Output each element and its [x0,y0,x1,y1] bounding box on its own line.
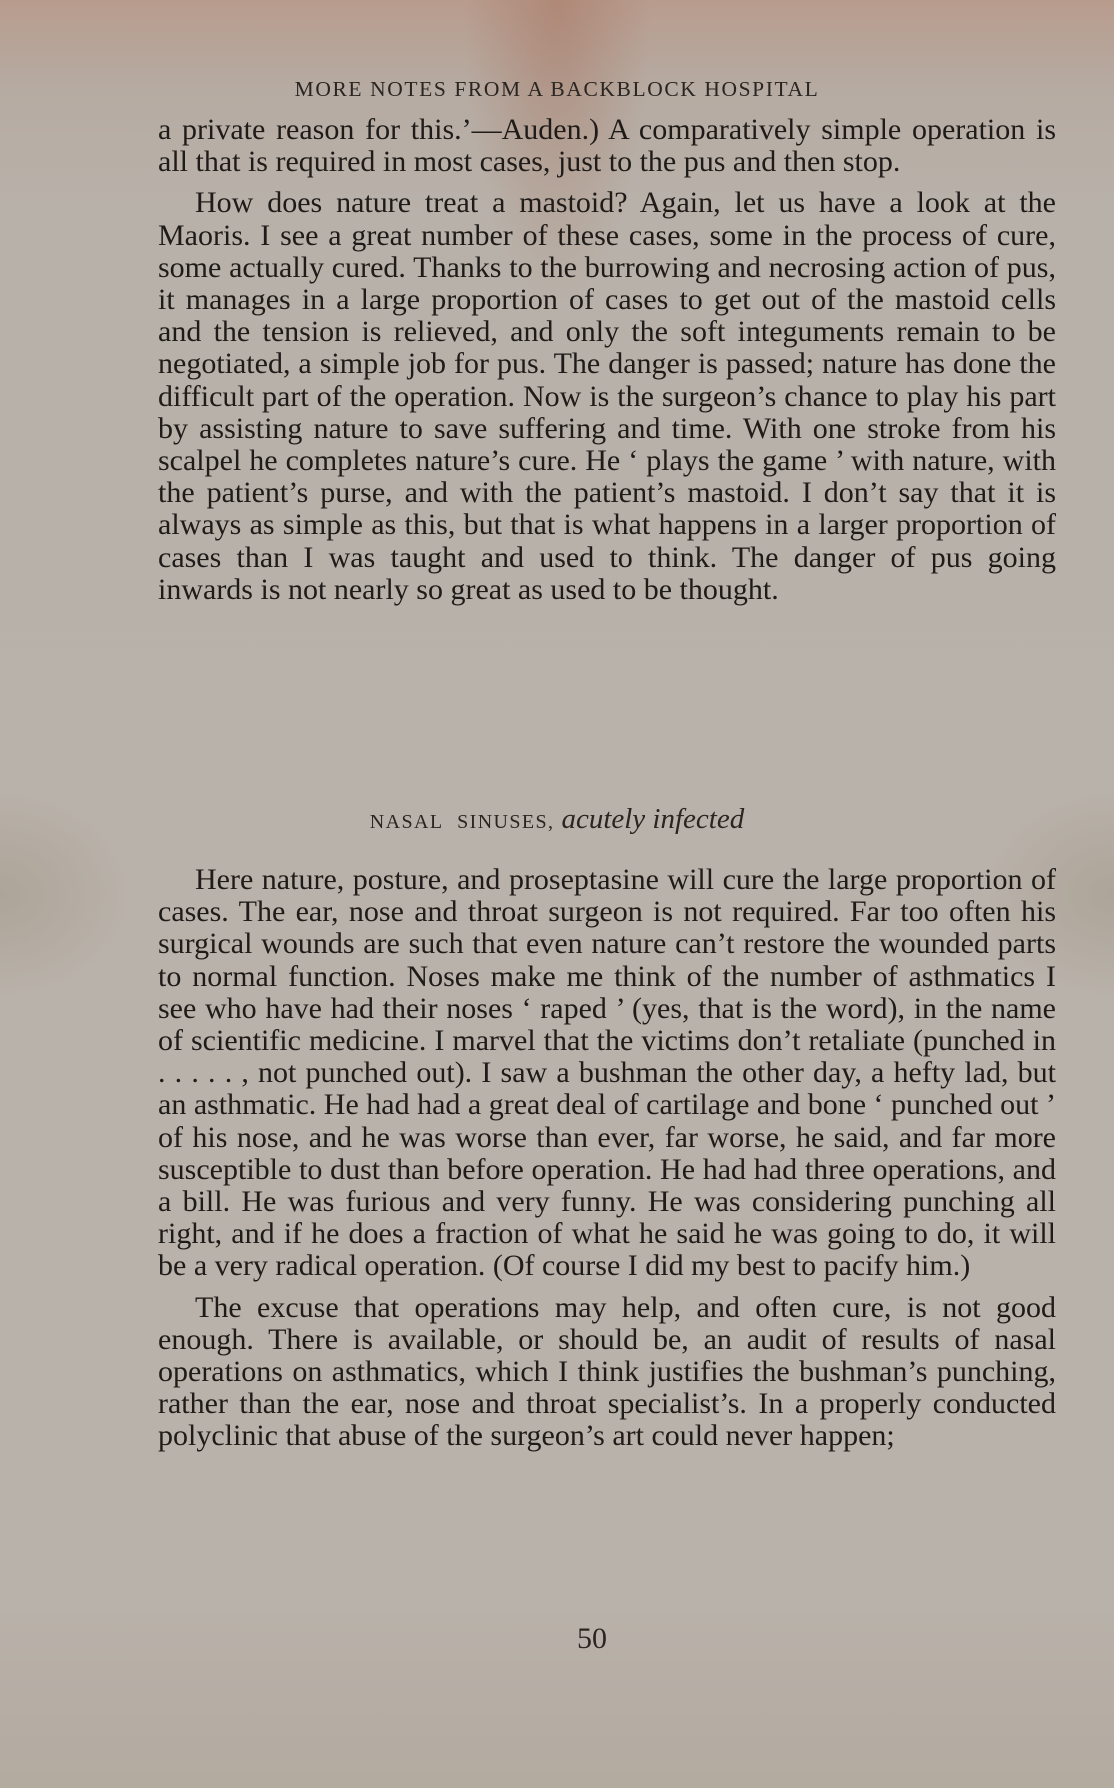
page-number-wrap [0,1622,1114,1656]
paragraph-excuse: The excuse that operations may help, and often cure, is not good enough. There is available, or should be, an audit of results of nasal operations on asthmatics, which I think justifies the bushman’s punching, rather than the ear, nose and throat specialist’s. In a properly conducted polyclinic that abuse of the surgeon’s art could never happen; [158,1290,1056,1453]
paragraph-continued: a private reason for this.’—Auden.) A comparatively simple operation is all that is required in most cases, just to the pus and then stop. [158,113,1056,179]
section-heading [0,803,1114,836]
paragraph-mastoid: How does nature treat a mastoid? Again, let us have a look at the Maoris. I see a great number of these cases, some in the process of cure, some actually cured. Thanks to the burrowing and necrosing action of pus, it manages in a large proportion of cases to get out of the mastoid cells and the tension is relieved, and only the soft integuments remain to be negotiated, a simple job for pus. The danger is passed; nature has done the difficult part of the operation. Now is the surgeon’s chance to play his part by assisting nature to save suffering and time. With one stroke from his scalpel he completes nature’s cure. He ‘ plays the game ’ with nature, with the patient’s purse, and with the patient’s mastoid. I don’t say that it is always as simple as this, but that is what happens in a larger proportion of cases than I was taught and used to think. The danger of pus going inwards is not nearly so great as used to be thought. [158,186,1056,606]
body-text-bottom [158,864,1056,1453]
section-heading-small-caps: NASAL SINUSES, [369,811,555,833]
running-head: MORE NOTES FROM A BACKBLOCK HOSPITAL [294,77,820,101]
section-heading-italic: acutely infected [561,803,745,835]
body-text-top [158,114,1056,606]
paragraph-nasal-sinuses: Here nature, posture, and proseptasine will cure the large proportion of cases. The ear, nose and throat surgeon is not required. Far too often his surgical wounds are such that even nature can’t restore the wounded parts to normal function. Noses make me think of the number of asthmatics I see who have had their noses ‘ raped ’ (yes, that is the word), in the name of scientific medicine. I marvel that the victims don’t retaliate (punched in . . . . . , not punched out). I saw a bushman the other day, a hefty lad, but an asthmatic. He had had a great deal of cartilage and bone ‘ punched out ’ of his nose, and he was worse than ever, far worse, he said, and far more susceptible to dust than before operation. He had had three operations, and a bill. He was furious and very funny. He was considering punching all right, and if he does a fraction of what he said he was going to do, it will be a very radical operation. (Of course I did my best to pacify him.) [158,863,1056,1283]
page-number: 50 [577,1622,607,1655]
